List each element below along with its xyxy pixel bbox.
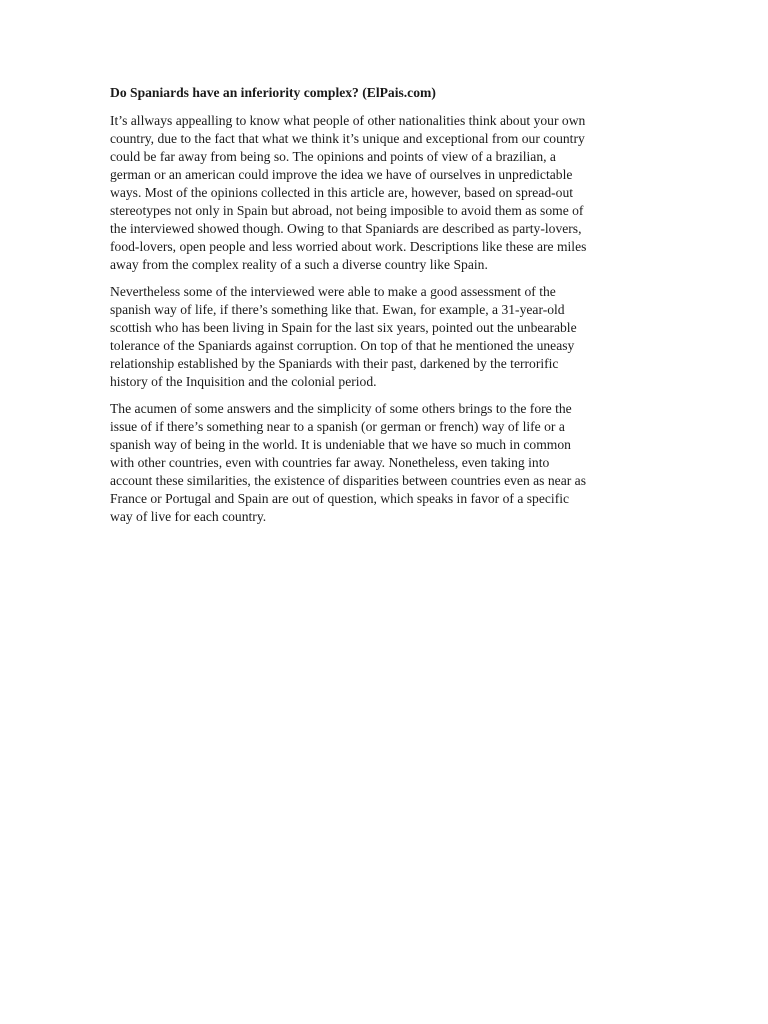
document-body [110,84,658,535]
paragraph-line: spanish way of being in the world. It is undeniable that we have so much in common [110,437,571,452]
paragraph-line: way of live for each country. [110,509,267,524]
paragraph-line: The acumen of some answers and the simplicity of some others brings to the fore the [110,401,572,416]
paragraph-line: german or an american could improve the idea we have of ourselves in unpredictable [110,167,573,182]
paragraph-line: ways. Most of the opinions collected in this article are, however, based on spread-out [110,185,574,200]
paragraph-line: It’s allways appealling to know what people of other nationalities think about your own [110,113,586,128]
paragraph-line: stereotypes not only in Spain but abroad, not being imposible to avoid them as some of [110,203,584,218]
paragraph-line: history of the Inquisition and the colonial period. [110,374,377,389]
paragraph-line: spanish way of life, if there’s something like that. Ewan, for example, a 31-year-old [110,302,565,317]
paragraph-line: account these similarities, the existence of disparities between countries even as near as [110,473,586,488]
paragraph-line: issue of if there’s something near to a spanish (or german or french) way of life or a [110,419,565,434]
paragraph-line: relationship established by the Spaniards with their past, darkened by the terrorific [110,356,559,371]
paragraph-1 [110,112,658,274]
paragraph-line: Nevertheless some of the interviewed were able to make a good assessment of the [110,284,556,299]
paragraph-line: away from the complex reality of a such a diverse country like Spain. [110,257,488,272]
paragraph-3 [110,400,658,526]
paragraph-2 [110,283,658,391]
document-title: Do Spaniards have an inferiority complex? (ElPais.com) [110,85,436,100]
paragraph-line: scottish who has been living in Spain for the last six years, pointed out the unbearable [110,320,577,335]
paragraph-line: France or Portugal and Spain are out of question, which speaks in favor of a specific [110,491,570,506]
paragraph-line: food-lovers, open people and less worried about work. Descriptions like these are miles [110,239,587,254]
paragraph-line: with other countries, even with countries far away. Nonetheless, even taking into [110,455,550,470]
paragraph-line: country, due to the fact that what we think it’s unique and exceptional from our country [110,131,585,146]
paragraph-line: could be far away from being so. The opinions and points of view of a brazilian, a [110,149,556,164]
paragraph-line: tolerance of the Spaniards against corruption. On top of that he mentioned the uneasy [110,338,575,353]
paragraph-line: the interviewed showed though. Owing to that Spaniards are described as party-lovers, [110,221,582,236]
